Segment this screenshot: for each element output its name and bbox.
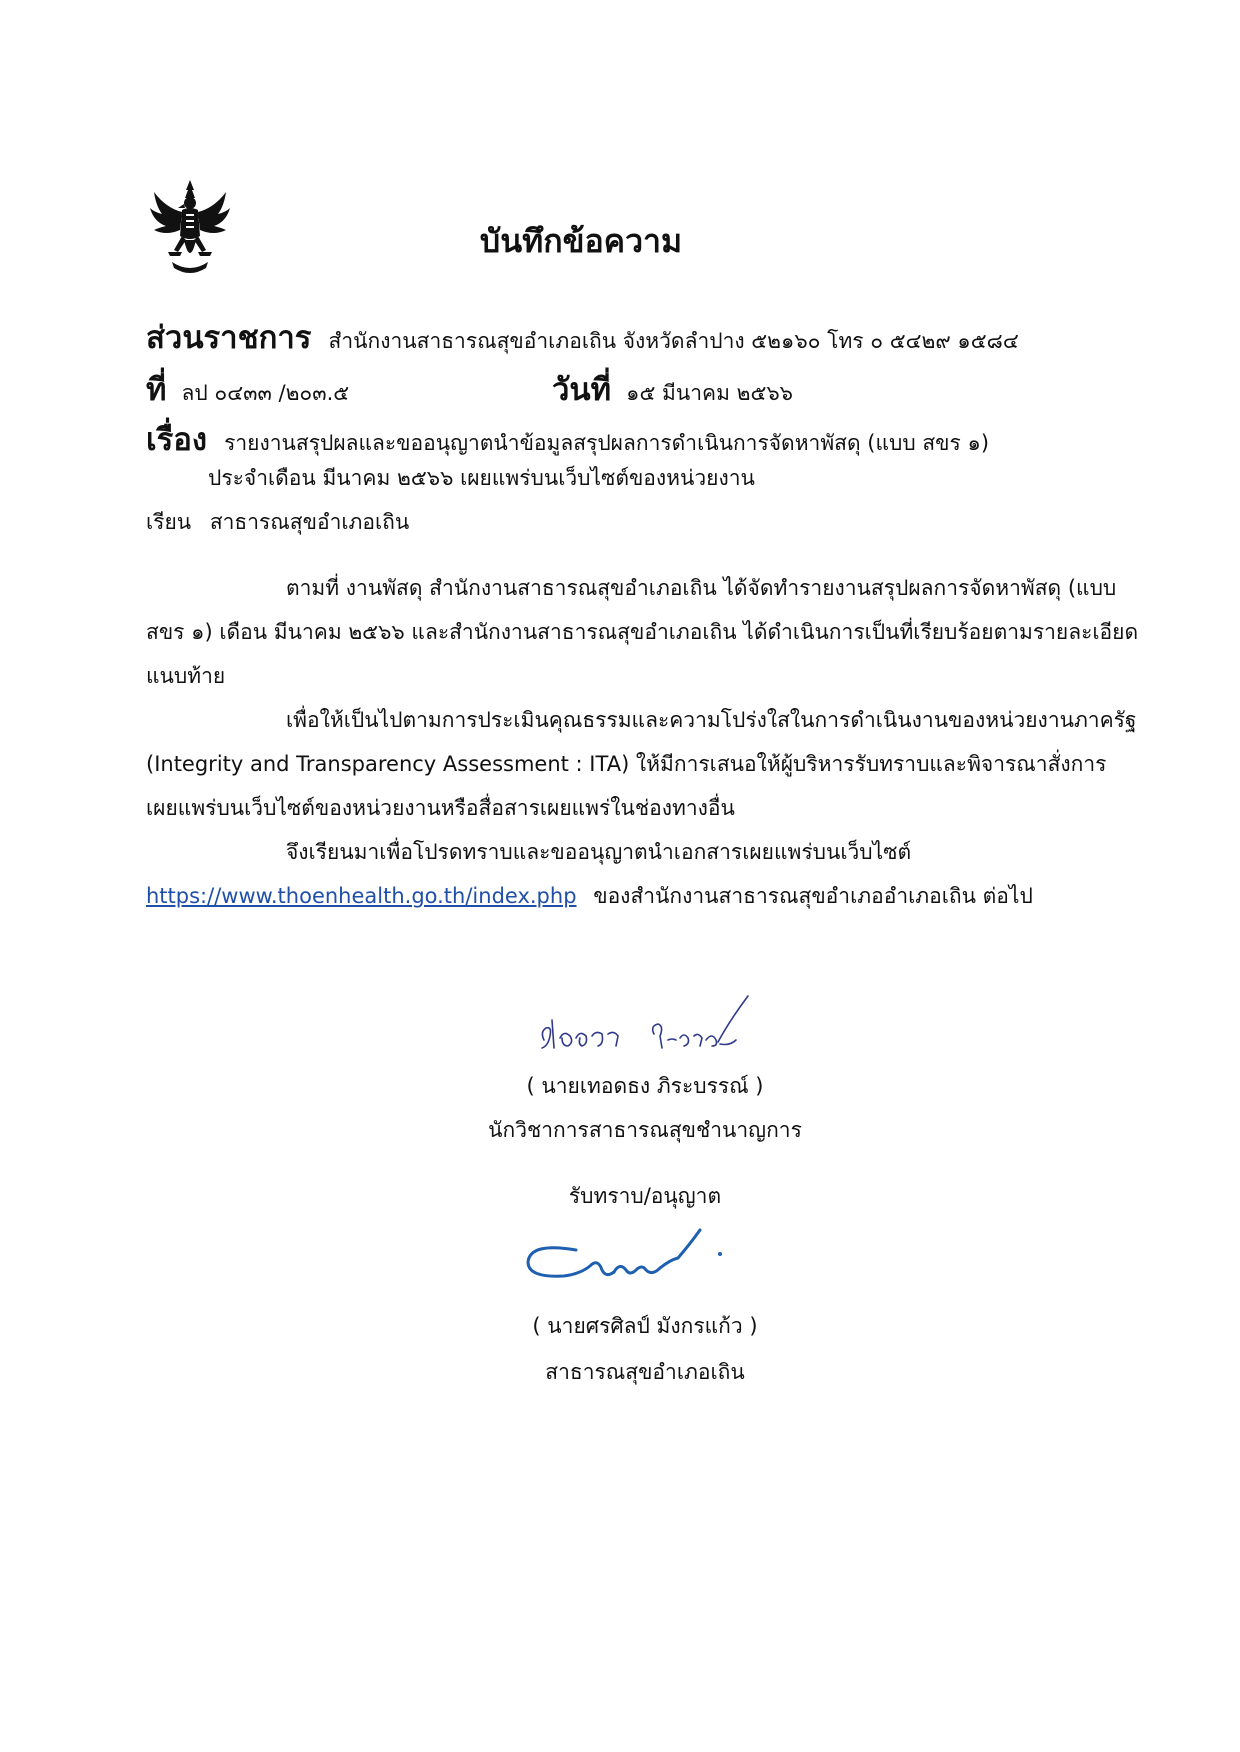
subject-row [146, 414, 989, 464]
signer-2-position: สาธารณสุขอำเภอเถิน [545, 1360, 745, 1384]
date-row [552, 364, 793, 414]
reference-label: ที่ [146, 372, 167, 408]
agency-label: ส่วนราชการ [146, 320, 312, 356]
page-title: บันทึกข้อความ [479, 222, 683, 260]
paragraph-2-line-2: (Integrity and Transparency Assessment : ITA) ให้มีการเสนอให้ผู้บริหารรับทราบและพิจารณาสั่งการ [146, 752, 1107, 776]
approval-text: รับทราบ/อนุญาต [568, 1184, 722, 1208]
paragraph-3-line-2 [146, 874, 1096, 918]
paragraph-1-line-1: ตามที่ งานพัสดุ สำนักงานสาธารณสุขอำเภอเถิน ได้จัดทำรายงานสรุปผลการจัดหาพัสดุ (แบบ [286, 576, 1117, 600]
signer-1-position: นักวิชาการสาธารณสุขชำนาญการ [488, 1118, 802, 1142]
signer-2-name: ( นายศรศิลป์ มังกรแก้ว ) [532, 1314, 758, 1338]
paragraph-1-line-3: แนบท้าย [146, 664, 226, 688]
paragraph-2-line-1: เพื่อให้เป็นไปตามการประเมินคุณธรรมและความโปร่งใสในการดำเนินงานของหน่วยงานภาครัฐ [286, 708, 1137, 732]
paragraph-2-line-3: เผยแพร่บนเว็บไซต์ของหน่วยงานหรือสื่อสารเผยแพร่ในช่องทางอื่น [146, 796, 735, 820]
subject-line-1: รายงานสรุปผลและขออนุญาตนำข้อมูลสรุปผลการดำเนินการจัดหาพัสดุ (แบบ สขร ๑) [224, 431, 990, 455]
date-value: ๑๕ มีนาคม ๒๕๖๖ [626, 381, 793, 405]
paragraph-1 [146, 566, 1139, 698]
signer-1-name: ( นายเทอดธง ภิระบรรณ์ ) [526, 1074, 764, 1098]
signature-1-icon [530, 990, 770, 1070]
agency-row [146, 312, 1019, 362]
date-label: วันที่ [552, 372, 612, 408]
paragraph-2 [146, 698, 1137, 830]
reference-row [146, 364, 349, 414]
reference-value: ลป ๐๔๓๓ /๒๐๓.๕ [181, 381, 350, 405]
link-trailing-text: ของสำนักงานสาธารณสุขอำเภออำเภอเถิน ต่อไป [593, 884, 1033, 908]
agency-value: สำนักงานสาธารณสุขอำเภอเถิน จังหวัดลำปาง ๕๒๑๖๐ โทร ๐ ๕๔๒๙ ๑๕๘๔ [328, 329, 1019, 353]
subject-label: เรื่อง [146, 422, 208, 458]
subject-line-2: ประจำเดือน มีนาคม ๒๕๖๖ เผยแพร่บนเว็บไซต์ของหน่วยงาน [208, 466, 755, 490]
website-link[interactable]: https://www.thoenhealth.go.th/index.php [146, 884, 577, 908]
paragraph-3 [146, 830, 1096, 918]
paragraph-1-line-2: สขร ๑) เดือน มีนาคม ๒๕๖๖ และสำนักงานสาธารณสุขอำเภอเถิน ได้ดำเนินการเป็นที่เรียบร้อยตามรายละเอียด [146, 620, 1139, 644]
recipient-value: สาธารณสุขอำเภอเถิน [209, 510, 410, 534]
recipient-label: เรียน [146, 510, 192, 534]
signature-2-icon [520, 1222, 740, 1302]
recipient-row [146, 506, 409, 539]
paragraph-3-line-1: จึงเรียนมาเพื่อโปรดทราบและขออนุญาตนำเอกสารเผยแพร่บนเว็บไซต์ [286, 840, 912, 864]
